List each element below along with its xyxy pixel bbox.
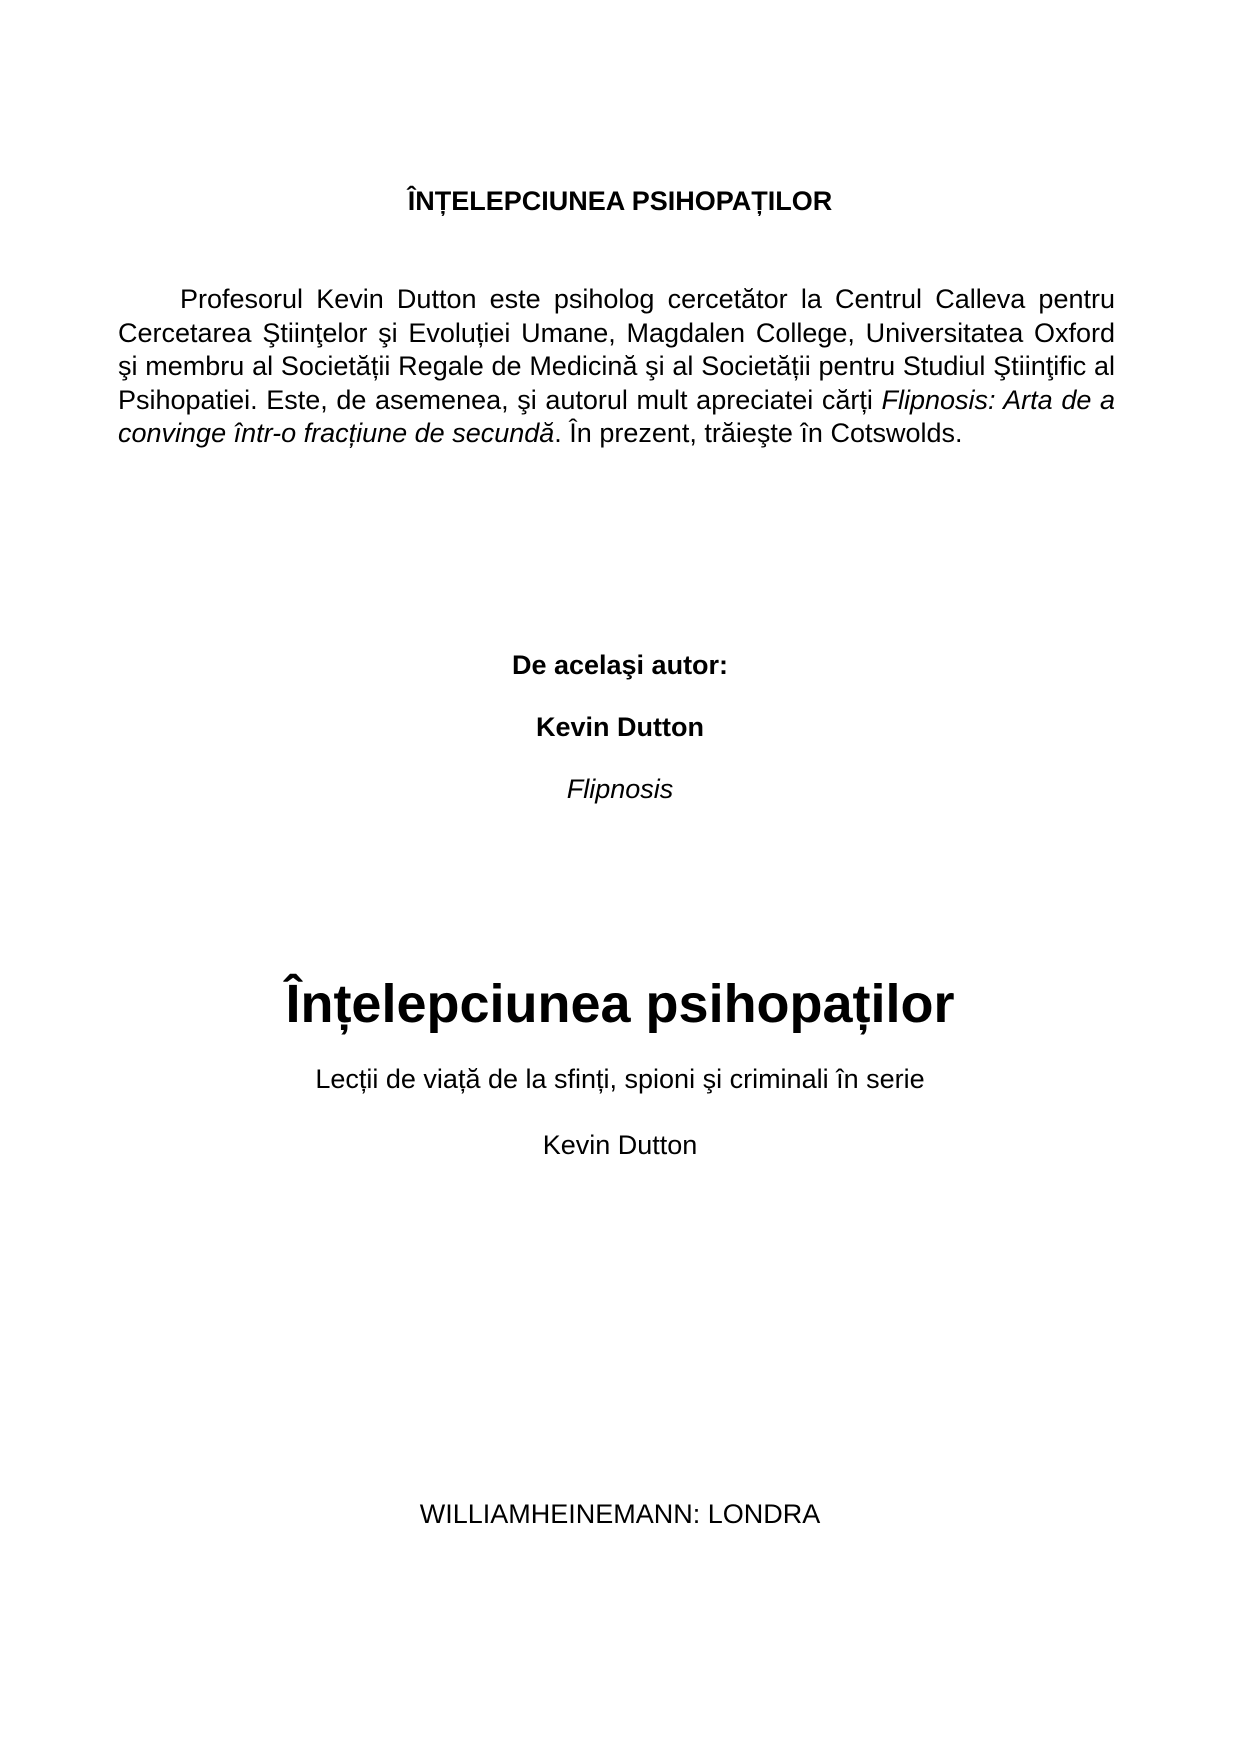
bio-book-title: Flipnosis: Arta de a convinge într-o fracțiune de secundă [118,384,1115,448]
bio-paragraph [118,283,1115,451]
header-title: ÎNȚELEPCIUNEA PSIHOPAȚILOR [407,186,833,216]
bio-text-start: Profesorul Kevin Dutton este psiholog cercetător la Centrul Calleva pentru Cercetarea Ştiinţelor şi Evoluției Umane, Magdalen College, Universitatea Oxford şi membru al Societății Regale de Medicină şi al Societății pentru Studiul Ştiinţific al Psihopatiei. Este, de asemenea, şi autorul mult apreciatei cărți [118,284,1115,415]
main-title: Înțelepciunea psihopaților [285,974,955,1034]
author-bio [118,283,1115,451]
author-name: Kevin Dutton [542,1130,698,1160]
same-author-book: Flipnosis [566,774,674,804]
subtitle: Lecții de viață de la sfinți, spioni şi criminali în serie [315,1064,925,1094]
bio-text-end: . În prezent, trăieşte în Cotswolds. [554,418,963,448]
publisher: WILLIAMHEINEMANN: LONDRA [419,1499,821,1529]
same-author-name: Kevin Dutton [536,712,704,742]
same-author-heading: De acelaşi autor: [511,650,729,680]
